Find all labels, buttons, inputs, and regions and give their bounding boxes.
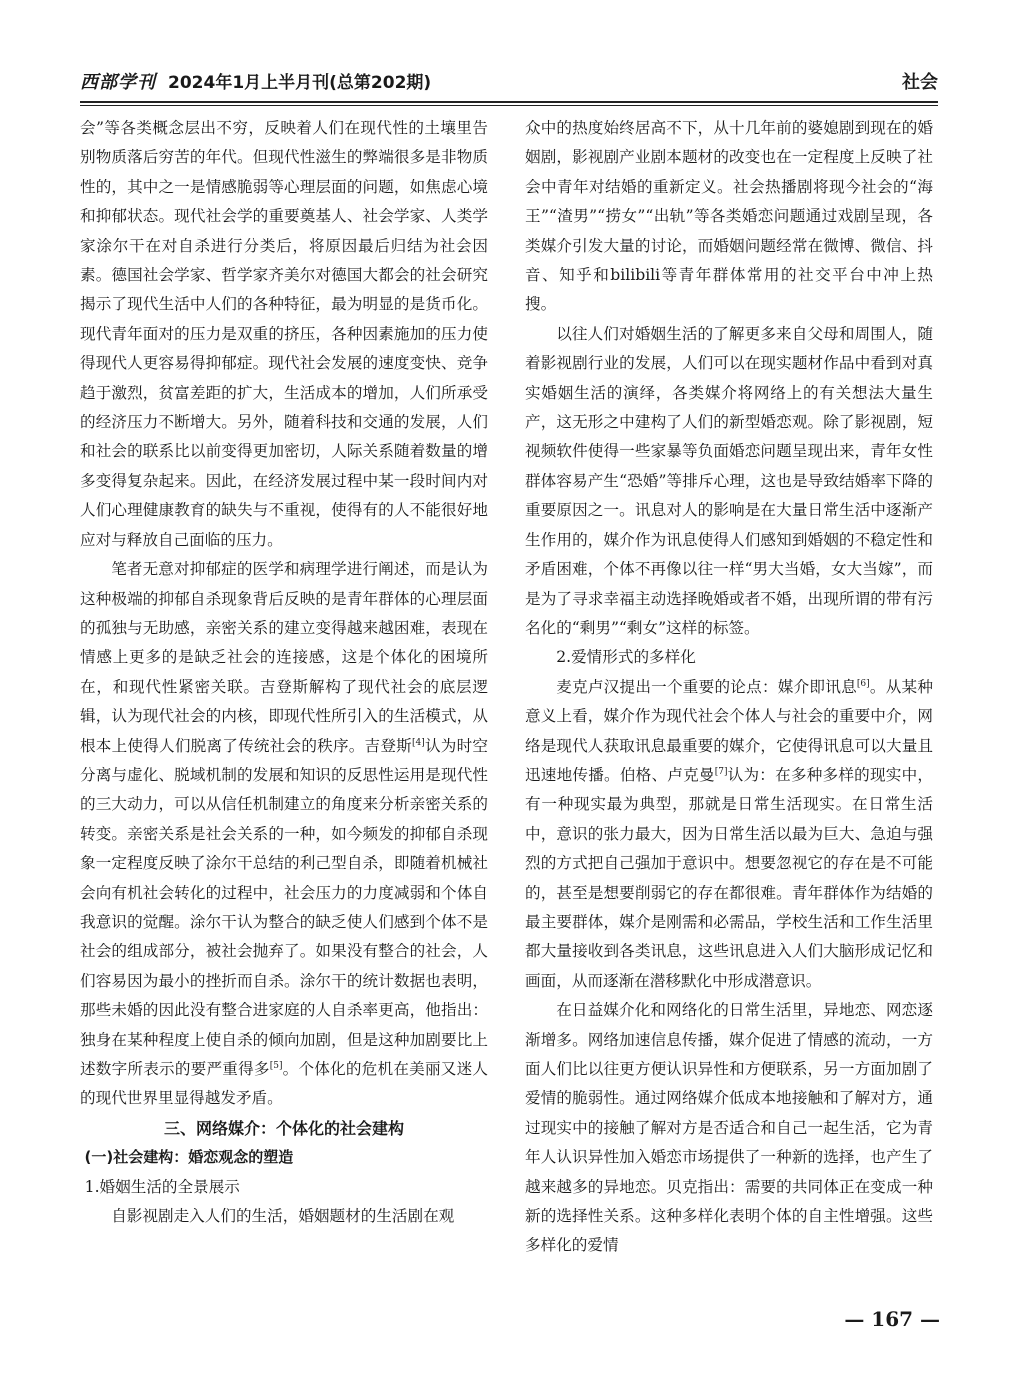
issue-info: 2024年1月上半月刊(总第202期)	[168, 73, 432, 93]
left-column	[80, 114, 488, 1304]
paragraph: 自影视剧走入人们的生活，婚姻题材的生活剧在观	[111, 1207, 455, 1226]
citation: [7]	[714, 766, 728, 777]
subsubsection-heading: 2.爱情形式的多样化	[556, 648, 696, 667]
section-label: 社会	[902, 72, 938, 93]
citation: [5]	[269, 1060, 283, 1071]
running-header	[80, 66, 938, 100]
citation: [6]	[856, 678, 870, 689]
paragraph-text: 笔者无意对抑郁症的医学和病理学进行阐述，而是认为这种极端的抑郁自杀现象背后反映的是青年群体的心理层面的孤独与无助感，亲密关系的建立变得越来越困难，表现在情感上更多的是缺乏社会的连接感，这是个体化的困境所在，和现代性紧密关联。吉登斯解构了现代社会的底层逻辑，认为现代社会的内核，即现代性所引入的生活模式，从根本上使得人们脱离了传统社会的秩序。吉登斯	[80, 560, 488, 755]
header-rule	[80, 101, 938, 103]
paragraph-text: 认为时空分离与虚化、脱域机制的发展和知识的反思性运用是现代性的三大动力，可以从信任机制建立的角度来分析亲密关系的转变。亲密关系是社会关系的一种，如今频发的抑郁自杀现象一定程度反映了涂尔干总结的利己型自杀，即随着机械社会向有机社会转化的过程中，社会压力的力度减弱和个体自我意识的觉醒。涂尔干认为整合的缺乏使人们感到个体不是社会的组成部分，被社会抛弃了。如果没有整合的社会，人们容易因为最小的挫折而自杀。涂尔干的统计数据也表明，那些未婚的因此没有整合进家庭的人自杀率更高，他指出：独身在某种程度上使自杀的倾向加剧，但是这种加剧要比上述数字所表示的要严重得多	[80, 736, 488, 1078]
paragraph: 以往人们对婚姻生活的了解更多来自父母和周围人，随着影视剧行业的发展，人们可以在现实题材作品中看到对真实婚姻生活的演绎，各类媒介将网络上的有关想法大量生产，这无形之中建构了人们的新型婚恋观。除了影视剧，短视频软件使得一些家暴等负面婚恋问题呈现出来，青年女性群体容易产生“恐婚”等排斥心理，这也是导致结婚率下降的重要原因之一。讯息对人的影响是在大量日常生活中逐渐产生作用的，媒介作为讯息使得人们感知到婚姻的不稳定性和矛盾困难，个体不再像以往一样“男大当婚，女大当嫁”，而是为了寻求幸福主动选择晚婚或者不婚，出现所谓的带有污名化的“剩男”“剩女”这样的标签。	[525, 324, 933, 637]
paragraph: 会”等各类概念层出不穷，反映着人们在现代性的土壤里告别物质落后穷苦的年代。但现代性滋生的弊端很多是非物质性的，其中之一是情感脆弱等心理层面的问题，如焦虑心境和抑郁状态。现代社会学的重要奠基人、社会学家、人类学家涂尔干在对自杀进行分类后，将原因最后归结为社会因素。德国社会学家、哲学家齐美尔对德国大都会的社会研究揭示了现代生活中人们的各种特征，最为明显的是货币化。现代青年面对的压力是双重的挤压，各种因素施加的压力使得现代人更容易得抑郁症。现代社会发展的速度变快、竞争趋于激烈，贫富差距的扩大，生活成本的增加，人们所承受的经济压力不断增大。另外，随着科技和交通的发展，人们和社会的联系比以前变得更加密切，人际关系随着数量的增多变得复杂起来。因此，在经济发展过程中某一段时间内对人们心理健康教育的缺失与不重视，使得有的人不能很好地应对与释放自己面临的压力。	[80, 119, 488, 549]
header-rule-thin	[80, 105, 938, 106]
section-heading: 三、网络媒介：个体化的社会建构	[163, 1118, 404, 1138]
paragraph-text: 。个体化的危机在美丽又迷人的现代世界里显得越发矛盾。	[80, 1060, 488, 1108]
citation: [4]	[411, 737, 425, 748]
paragraph	[525, 673, 933, 996]
paragraph-text: 认为：在多种多样的现实中，有一种现实最为典型，那就是日常生活现实。在日常生活中，意识的张力最大，因为日常生活以最为巨大、急迫与强烈的方式把自己强加于意识中。想要忽视它的存在是不可能的，甚至是想要削弱它的存在都很难。青年群体作为结婚的最主要群体，媒介是刚需和必需品，学校生活和工作生活里都大量接收到各类讯息，这些讯息进入人们大脑形成记忆和画面，从而逐渐在潜移默化中形成潜意识。	[525, 765, 933, 990]
right-column	[525, 114, 933, 1304]
journal-logo: 西部学刊	[80, 72, 156, 93]
paragraph-text: 。从某种意义上看，媒介作为现代社会个体人与社会的重要中介，网络是现代人获取讯息最重要的媒介，它使得讯息可以大量且迅速地传播。伯格、卢克曼	[525, 677, 933, 784]
page-number: — 167 —	[844, 1307, 940, 1331]
subsubsection-heading: 1.婚姻生活的全景展示	[84, 1177, 240, 1196]
paragraph	[80, 555, 488, 1114]
paragraph: 在日益媒介化和网络化的日常生活里，异地恋、网恋逐渐增多。网络加速信息传播，媒介促进了情感的流动，一方面人们比以往更方便认识异性和方便联系，另一方面加剧了爱情的脆弱性。通过网络媒介低成本地接触和了解对方，通过现实中的接触了解对方是否适合和自己一起生活，它为青年人认识异性加入婚恋市场提供了一种新的选择，也产生了越来越多的异地恋。贝克指出：需要的共同体正在变成一种新的选择性关系。这种多样化表明个体的自主性增强。这些多样化的爱情	[525, 1001, 933, 1255]
subsection-heading: (一)社会建构：婚恋观念的塑造	[84, 1148, 294, 1167]
paragraph-text: 麦克卢汉提出一个重要的论点：媒介即讯息	[556, 677, 857, 696]
paragraph: 众中的热度始终居高不下，从十几年前的婆媳剧到现在的婚姻剧，影视剧产业剧本题材的改变也在一定程度上反映了社会中青年对结婚的重新定义。社会热播剧将现今社会的“海王”“渣男”“捞女”“出轨”等各类婚恋问题通过戏剧呈现，各类媒介引发大量的讨论，而婚姻问题经常在微博、微信、抖音、知乎和bilibili等青年群体常用的社交平台中冲上热搜。	[525, 119, 933, 314]
